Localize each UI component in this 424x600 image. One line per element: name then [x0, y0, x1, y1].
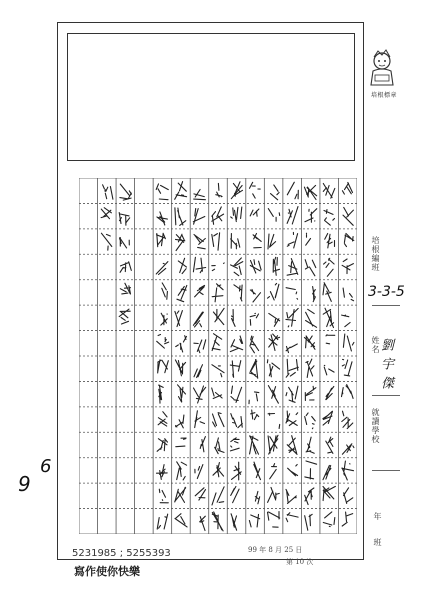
handwritten-character: [157, 465, 168, 480]
handwritten-character: [270, 464, 277, 479]
handwritten-character: [250, 289, 260, 302]
barcode-number: 5231985 ; 5255393: [72, 548, 171, 559]
handwritten-character: [232, 310, 236, 327]
handwritten-character: [194, 235, 205, 249]
handwritten-character: [306, 233, 311, 245]
handwritten-character: [200, 437, 205, 452]
handwritten-character: [286, 344, 297, 353]
handwritten-character: [158, 360, 169, 373]
handwritten-character: [176, 438, 186, 447]
handwritten-character: [287, 182, 298, 199]
handwritten-character: [313, 287, 316, 302]
handwritten-character: [325, 234, 335, 248]
handwritten-character: [103, 185, 113, 199]
handwritten-character: [212, 388, 222, 399]
handwritten-character: [101, 233, 111, 250]
handwritten-character: [231, 514, 237, 530]
handwritten-character: [326, 335, 335, 344]
handwritten-character: [195, 285, 205, 297]
handwritten-character: [268, 386, 278, 404]
handwritten-character: [305, 260, 316, 276]
handwritten-character: [287, 232, 297, 248]
handwritten-character: [306, 437, 314, 453]
handwritten-character: [195, 465, 203, 479]
class-underline: [372, 305, 400, 306]
handwritten-character: [194, 386, 206, 403]
handwritten-character: [213, 463, 224, 477]
handwritten-character: [119, 213, 130, 226]
handwritten-character: [232, 462, 242, 480]
handwritten-character: [306, 309, 317, 327]
handwritten-character: [159, 385, 164, 403]
handwritten-character: [286, 308, 298, 327]
handwritten-character: [212, 487, 224, 505]
handwritten-character: [324, 365, 334, 375]
handwritten-character: [178, 385, 186, 402]
handwritten-character: [342, 512, 353, 526]
handwritten-character: [212, 334, 222, 351]
handwritten-character: [343, 334, 354, 351]
handwritten-character: [342, 315, 351, 327]
name-underline: [372, 395, 400, 396]
handwritten-character: [175, 514, 187, 527]
handwritten-character: [287, 436, 297, 455]
handwritten-character: [268, 413, 280, 428]
handwritten-character: [212, 207, 224, 224]
handwritten-character: [195, 411, 205, 428]
handwritten-character: [120, 238, 130, 248]
handwritten-character: [231, 258, 243, 276]
handwritten-score-2: 6: [40, 456, 52, 477]
handwritten-character: [253, 234, 261, 248]
handwritten-character: [250, 182, 261, 198]
handwritten-character: [176, 336, 187, 352]
handwritten-character: [177, 286, 187, 302]
handwritten-character: [176, 234, 185, 250]
handwritten-character: [175, 360, 185, 376]
handwritten-character: [212, 365, 224, 377]
handwritten-character: [268, 512, 280, 528]
handwritten-character: [120, 262, 131, 273]
handwritten-character: [250, 260, 261, 273]
handwritten-character: [175, 208, 186, 226]
handwritten-character: [267, 360, 279, 377]
handwritten-character: [157, 335, 169, 349]
handwritten-character: [194, 365, 203, 378]
teacher-comment-box: [67, 33, 355, 161]
handwritten-character: [230, 438, 239, 451]
handwritten-character: [156, 184, 168, 200]
handwritten-character: [288, 465, 298, 476]
handwritten-character: [175, 487, 186, 502]
handwritten-character: [250, 209, 259, 216]
handwritten-character: [101, 208, 111, 219]
handwritten-character: [268, 283, 279, 300]
handwritten-character: [250, 336, 259, 353]
handwritten-character: [342, 183, 352, 195]
school-underline: [372, 470, 400, 471]
handwritten-character: [193, 257, 205, 272]
handwritten-character: [156, 262, 168, 275]
handwritten-character: [251, 410, 259, 420]
handwritten-character: [119, 309, 130, 324]
handwritten-character: [286, 411, 298, 425]
handwritten-character: [286, 386, 298, 402]
handwritten-character: [176, 415, 184, 428]
handwritten-character: [271, 185, 280, 200]
handwritten-character: [269, 313, 280, 326]
handwritten-character: [175, 311, 183, 327]
handwritten-character: [342, 411, 353, 428]
handwritten-character: [323, 486, 335, 500]
handwritten-character: [216, 183, 222, 197]
class-label: 培根編班: [371, 236, 380, 272]
handwritten-character: [323, 465, 331, 479]
handwritten-character: [215, 438, 224, 454]
handwritten-character: [268, 487, 280, 502]
handwritten-character: [249, 514, 259, 527]
handwritten-character: [231, 414, 243, 428]
date-line: 99 年 8 月 25 日: [248, 546, 303, 554]
slogan: 寫作使你快樂: [74, 565, 140, 578]
writing-grid: [79, 178, 357, 534]
class-value: 3-3-5: [368, 284, 405, 300]
handwritten-character: [120, 283, 130, 294]
handwritten-character: [159, 489, 168, 503]
handwritten-character: [268, 435, 278, 454]
handwritten-character: [175, 182, 187, 200]
handwritten-character: [344, 488, 353, 504]
handwritten-character: [342, 461, 354, 480]
handwritten-character: [157, 439, 167, 452]
grade-label: 年: [373, 512, 382, 521]
handwritten-character: [324, 210, 335, 226]
handwritten-character: [323, 283, 331, 302]
handwritten-character: [305, 413, 316, 429]
handwritten-character: [231, 182, 242, 199]
handwritten-character: [194, 340, 206, 353]
handwritten-character: [304, 185, 316, 199]
name-value: 劉宇傑: [378, 338, 393, 395]
handwritten-character: [306, 359, 314, 377]
school-label: 就讀學校: [371, 408, 380, 444]
handwritten-character: [193, 312, 203, 327]
handwritten-character: [212, 284, 223, 302]
handwritten-character: [255, 491, 259, 503]
handwritten-character: [250, 360, 258, 379]
handwritten-character: [230, 336, 242, 352]
handwritten-character: [286, 288, 298, 300]
handwritten-character: [324, 258, 335, 276]
handwritten-character: [157, 233, 166, 246]
handwritten-character: [157, 212, 168, 225]
handwritten-character: [231, 487, 239, 503]
handwritten-character: [287, 259, 298, 276]
page-line: 第 10 次: [286, 558, 314, 566]
handwritten-character: [158, 412, 167, 426]
name-label: 姓名: [371, 336, 380, 354]
handwritten-character: [286, 359, 298, 377]
stamp-label: 培根標章: [370, 92, 397, 99]
handwritten-character: [120, 184, 131, 200]
handwritten-character: [344, 233, 353, 246]
handwritten-character: [323, 308, 333, 327]
handwritten-character: [286, 489, 296, 503]
handwritten-character: [212, 233, 220, 250]
handwritten-character: [323, 512, 335, 527]
handwritten-character: [231, 386, 242, 402]
handwritten-score: 9: [18, 472, 31, 496]
handwritten-character: [304, 336, 315, 349]
handwritten-character: [326, 437, 333, 453]
handwritten-character: [213, 413, 225, 427]
handwritten-character: [212, 263, 224, 271]
handwritten-character: [342, 259, 353, 274]
handwritten-character: [178, 258, 186, 273]
handwritten-character: [177, 462, 187, 480]
handwritten-character: [268, 209, 279, 222]
handwritten-character: [287, 207, 298, 224]
handwritten-character: [234, 285, 242, 301]
handwritten-character: [200, 516, 206, 530]
handwritten-character: [249, 392, 259, 404]
handwritten-character: [323, 184, 335, 199]
handwritten-character: [342, 444, 354, 454]
handwritten-character: [157, 514, 168, 529]
handwritten-character: [161, 313, 168, 325]
handwritten-character: [342, 359, 352, 376]
handwritten-character: [194, 190, 206, 200]
handwritten-character: [230, 361, 241, 378]
handwritten-character: [305, 514, 313, 530]
handwritten-character: [286, 513, 298, 522]
handwritten-character: [254, 462, 261, 480]
handwritten-character: [250, 313, 258, 325]
handwritten-character: [305, 488, 314, 505]
handwritten-character: [250, 436, 259, 454]
handwritten-character: [212, 512, 223, 531]
handwritten-character: [305, 209, 317, 223]
handwritten-character: [305, 461, 317, 479]
handwritten-character: [326, 387, 334, 400]
class-suffix-label: 班: [373, 538, 382, 547]
handwritten-character: [323, 411, 333, 425]
handwritten-character: [268, 234, 276, 249]
handwritten-character: [273, 257, 279, 275]
handwritten-character: [269, 334, 280, 351]
handwritten-character: [231, 234, 240, 249]
handwritten-character: [213, 308, 224, 324]
handwritten-character: [305, 386, 316, 400]
handwritten-character: [193, 209, 205, 225]
handwritten-character: [342, 385, 354, 399]
handwritten-character: [343, 207, 353, 225]
handwritten-character: [231, 207, 242, 222]
handwritten-character: [343, 288, 354, 301]
handwritten-character: [162, 283, 168, 299]
handwritten-character: [195, 488, 205, 500]
